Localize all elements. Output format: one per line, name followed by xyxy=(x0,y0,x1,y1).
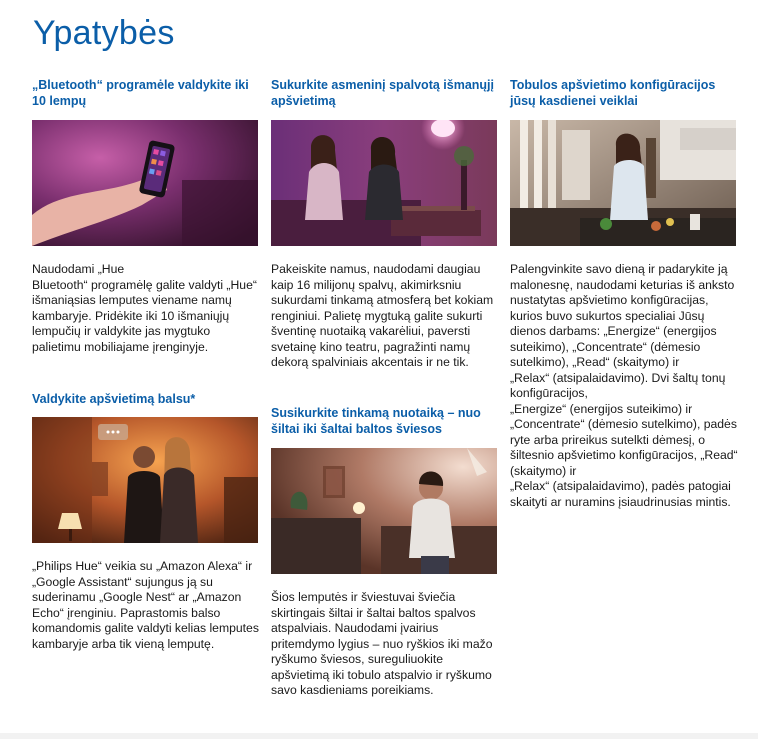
feature-text: Pakeiskite namus, naudodami daugiau kaip 16 milijonų spalvų, akimirksniu sukurdami tinkamą atmosferą bet kokiam renginiui. Palietę mygtuką galite sukurti šventinę nuotaiką vakarėliui, paversti svetainę kino teatru, pagražinti namų dekorą spalviniais akcentais ir ne tik. xyxy=(271,262,494,369)
feature-voice-heading-wrap xyxy=(32,391,260,407)
feature-text: Palengvinkite savo dieną ir padarykite ją malonesnę, naudodami keturias iš anksto nustatytas apšvietimo konfigūracijas, kurios buvo sukurtos specialiai Jūsų dienos darbams: „Energize“ (energijos suteikimo), „Concentrate“ (dėmesio sutelkimo), „Read“ (skaitymo) ir „Relax“ (atsipalaidavimo). Dvi šaltų tonų konfigūracijos, „Energize“ (energijos suteikimo) ir „Concentrate“ (dėmesio sutelkimo), padės ryte arba prireikus sutelkti dėmesį, o šiltesnio apšvietimo konfigūracijos, „Read“ (skaitymo) ir „Relax“ (atsipalaidavimo), padės patogiai skaityti ar nuramins įsiaudrinusias mintis. xyxy=(510,262,738,509)
feature-text: Šios lemputės ir šviestuvai šviečia skirtingais šiltai ir šaltai baltos spalvos atspalviais. Naudodami įvairius pritemdymo lygius – nuo ryškios iki mažo ryškumo šviesos, sureguliuokite apšvietimą iki tobulo atspalvio ir ryškumo savo kasdieniams poreikiams. xyxy=(271,590,493,697)
feature-bluetooth-text-wrap xyxy=(32,262,260,355)
page-footer-divider xyxy=(0,733,758,739)
feature-text: „Philips Hue“ veikia su „Amazon Alexa“ ir „Google Assistant“ sujungus ją su suderinamu „Google Nest“ ar „Amazon Echo“ įrenginiu. Paprastomis balso komandomis galite valdyti kelias lemputes kambaryje arba tik vieną lemputę. xyxy=(32,559,259,651)
feature-color-text-wrap xyxy=(271,262,499,371)
feature-heading: Tobulos apšvietimo konfigūracijos jūsų kasdienei veiklai xyxy=(510,78,716,108)
feature-white-heading-wrap xyxy=(271,405,499,437)
feature-text: Naudodami „Hue Bluetooth“ programėlę galite valdyti „Hue“ išmaniąsias lemputes viename namų kambaryje. Pridėkite iki 10 išmaniųjų lempučių ir valdykite jas mygtuko palietimu mobiliajame įrenginyje. xyxy=(32,262,257,354)
feature-image-white xyxy=(271,448,497,574)
feature-routines-text-wrap xyxy=(510,262,738,510)
page-title: Ypatybės xyxy=(33,14,175,52)
feature-image-routines xyxy=(510,120,736,246)
feature-bluetooth-heading-wrap xyxy=(32,77,260,109)
feature-image-color xyxy=(271,120,497,246)
feature-heading: Sukurkite asmeninį spalvotą išmanųjį apšvietimą xyxy=(271,78,494,108)
feature-voice-text-wrap xyxy=(32,559,260,652)
feature-heading: „Bluetooth“ programėle valdykite iki 10 lempų xyxy=(32,78,249,108)
feature-heading: Susikurkite tinkamą nuotaiką – nuo šiltai iki šaltai baltos šviesos xyxy=(271,406,481,436)
feature-image-voice xyxy=(32,417,258,543)
feature-image-bluetooth xyxy=(32,120,258,246)
feature-color-heading-wrap xyxy=(271,77,499,109)
feature-white-text-wrap xyxy=(271,590,499,699)
feature-routines-heading-wrap xyxy=(510,77,738,109)
feature-heading: Valdykite apšvietimą balsu* xyxy=(32,392,196,406)
